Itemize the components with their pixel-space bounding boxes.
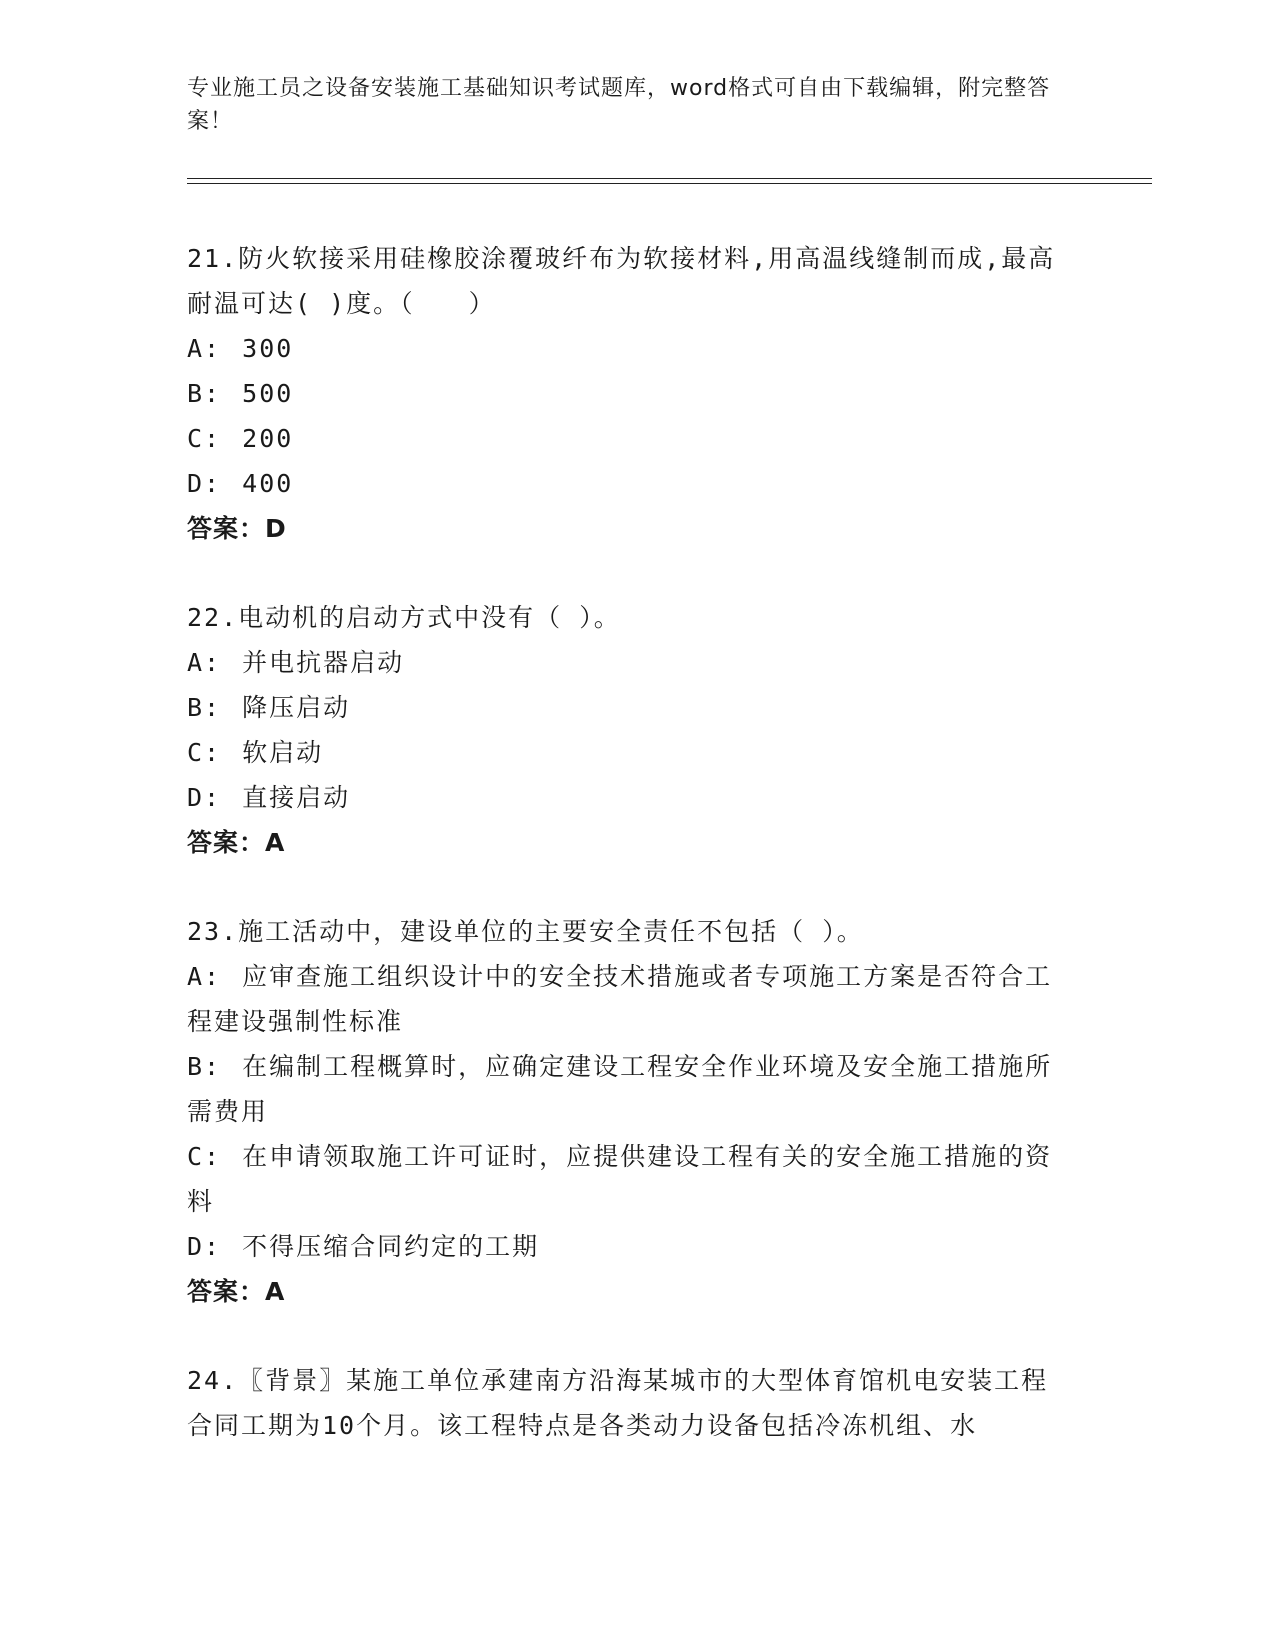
- option-key: B:: [187, 1052, 222, 1081]
- option-text: 300: [242, 334, 294, 363]
- document-header: 专业施工员之设备安装施工基础知识考试题库，word格式可自由下载编辑，附完整答案！: [187, 76, 1051, 134]
- answer-line: [187, 506, 1067, 551]
- answer-value: A: [265, 1277, 286, 1306]
- question-24: [187, 1358, 1067, 1448]
- option-text: 直接启动: [242, 783, 351, 812]
- option-text: 软启动: [242, 738, 324, 767]
- option-b: [187, 685, 1067, 730]
- option-text: 降压启动: [242, 693, 351, 722]
- option-a: [187, 326, 1067, 371]
- question-21: [187, 236, 1067, 551]
- option-text: 并电抗器启动: [242, 648, 405, 677]
- answer-label: 答案：: [187, 1277, 266, 1306]
- answer-label: 答案：: [187, 828, 266, 857]
- question-stem: 21.防火软接采用硅橡胶涂覆玻纤布为软接材料,用高温线缝制而成,最高耐温可达( )度。（ ）: [187, 244, 1056, 318]
- header-divider-bottom: [187, 183, 1152, 184]
- option-text: 应审查施工组织设计中的安全技术措施或者专项施工方案是否符合工程建设强制性标准: [187, 962, 1053, 1036]
- option-a: [187, 954, 1067, 1044]
- question-stem: 22.电动机的启动方式中没有（ ）。: [187, 603, 621, 632]
- option-text: 在申请领取施工许可证时，应提供建设工程有关的安全施工措施的资料: [187, 1142, 1053, 1216]
- option-c: [187, 1134, 1067, 1224]
- option-key: D:: [187, 469, 222, 498]
- question-stem: 23.施工活动中，建设单位的主要安全责任不包括（ ）。: [187, 917, 864, 946]
- answer-line: [187, 1269, 1067, 1314]
- question-stem: 24.〖背景〗某施工单位承建南方沿海某城市的大型体育馆机电安装工程合同工期为10个月。该工程特点是各类动力设备包括冷冻机组、水: [187, 1366, 1049, 1440]
- option-a: [187, 640, 1067, 685]
- option-text: 500: [242, 379, 294, 408]
- answer-value: D: [265, 514, 287, 543]
- option-key: D:: [187, 1232, 222, 1261]
- option-d: [187, 1224, 1067, 1269]
- option-text: 400: [242, 469, 294, 498]
- question-22: [187, 595, 1067, 865]
- option-key: C:: [187, 424, 222, 453]
- option-d: [187, 775, 1067, 820]
- option-b: [187, 371, 1067, 416]
- option-key: A:: [187, 962, 222, 991]
- answer-label: 答案：: [187, 514, 266, 543]
- option-b: [187, 1044, 1067, 1134]
- option-key: A:: [187, 648, 222, 677]
- option-key: B:: [187, 693, 222, 722]
- header-divider-top: [187, 178, 1152, 179]
- question-list: [187, 236, 1067, 1492]
- option-c: [187, 730, 1067, 775]
- option-text: 200: [242, 424, 294, 453]
- option-d: [187, 461, 1067, 506]
- option-c: [187, 416, 1067, 461]
- answer-line: [187, 820, 1067, 865]
- option-key: A:: [187, 334, 222, 363]
- option-key: B:: [187, 379, 222, 408]
- option-key: D:: [187, 783, 222, 812]
- option-key: C:: [187, 738, 222, 767]
- question-23: [187, 909, 1067, 1314]
- option-text: 不得压缩合同约定的工期: [242, 1232, 540, 1261]
- option-key: C:: [187, 1142, 222, 1171]
- answer-value: A: [265, 828, 286, 857]
- option-text: 在编制工程概算时，应确定建设工程安全作业环境及安全施工措施所需费用: [187, 1052, 1053, 1126]
